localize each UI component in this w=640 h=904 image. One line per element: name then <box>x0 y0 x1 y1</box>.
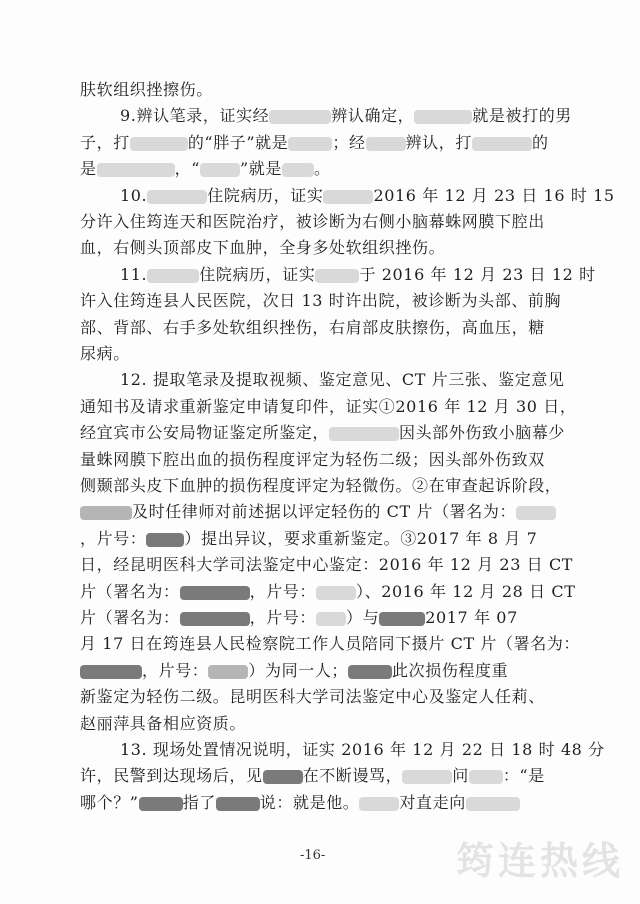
text-line <box>80 476 561 496</box>
redaction-block <box>414 110 472 124</box>
redaction-block <box>469 770 503 784</box>
text-segment: 部、背部、右手多处软组织挫伤，右肩部皮肤擦伤，高血压，糖 <box>80 318 545 337</box>
text-segment: 日，经昆明医科大学司法鉴定中心鉴定：2016 年 12 月 23 日 CT <box>80 555 574 574</box>
text-segment: 9.辨认笔录，证实经 <box>120 106 270 125</box>
text-line <box>120 186 615 206</box>
text-line <box>80 766 545 786</box>
text-segment: ，片号： <box>249 608 317 627</box>
redaction-block <box>263 770 303 784</box>
text-segment: 指了 <box>182 793 216 812</box>
text-segment: 13. 现场处置情况说明，证实 2016 年 12 月 22 日 18 时 48 分 <box>120 740 605 759</box>
page-number: -16- <box>300 848 326 863</box>
redaction-block <box>180 586 250 600</box>
text-segment: 侧颞部头皮下血肿的损伤程度评定为轻微伤。②在审查起诉阶段， <box>80 476 562 495</box>
text-segment: 血，右侧头顶部皮下血肿，全身多处软组织挫伤。 <box>80 238 446 257</box>
redaction-block <box>366 137 406 151</box>
redaction-block <box>288 137 332 151</box>
text-segment: ）为同一人； <box>248 661 349 680</box>
text-segment: 问 <box>452 766 469 785</box>
text-line <box>80 714 246 734</box>
redaction-block <box>315 269 359 283</box>
text-segment: 许入住筠连县人民医院，次日 13 时许出院，被诊断为头部、前胸 <box>80 291 562 310</box>
text-segment: ，片号： <box>249 582 317 601</box>
redaction-block <box>402 770 452 784</box>
text-line <box>80 80 213 100</box>
text-segment: 赵丽萍具备相应资质。 <box>80 714 247 733</box>
text-segment: 住院病历，证实 <box>199 265 316 284</box>
text-segment: ）与 <box>346 608 380 627</box>
text-segment: 量蛛网膜下腔出血的损伤程度评定为轻伤二级；因头部外伤致双 <box>80 450 545 469</box>
text-segment: 住院病历，证实 <box>207 186 324 205</box>
redaction-block <box>139 797 183 811</box>
text-segment: 子，打 <box>80 133 130 152</box>
text-line <box>80 502 556 522</box>
text-line <box>120 265 596 285</box>
redaction-block <box>316 586 356 600</box>
text-segment: 辨认确定， <box>331 106 415 125</box>
text-line <box>80 793 520 813</box>
text-segment: 在不断谩骂， <box>302 766 403 785</box>
redaction-block <box>329 427 399 441</box>
text-segment: ，“ <box>174 159 200 178</box>
redaction-block <box>269 110 331 124</box>
redaction-block <box>379 612 425 626</box>
text-segment: 的 <box>531 133 549 152</box>
text-line <box>80 608 518 628</box>
redaction-block <box>80 506 132 520</box>
text-line <box>80 661 508 681</box>
text-segment: ，片号： <box>142 661 209 680</box>
redaction-block <box>348 665 392 679</box>
redaction-block <box>359 797 399 811</box>
redaction-block <box>323 190 373 204</box>
text-line <box>80 582 575 602</box>
text-segment: ：“是 <box>502 766 545 785</box>
text-segment: 月 17 日在筠连县人民检察院工作人员陪同下摄片 CT 片（署名为： <box>80 634 581 653</box>
text-line <box>80 291 561 311</box>
text-segment: 就是被打的男 <box>472 106 572 125</box>
redaction-block <box>472 137 532 151</box>
text-line <box>80 634 580 654</box>
redaction-block <box>282 163 314 177</box>
text-segment: 2017 年 07 <box>425 608 518 627</box>
redaction-block <box>147 269 199 283</box>
text-line <box>80 687 545 707</box>
text-segment: 及时任律师对前述据以评定轻伤的 CT 片（署名为： <box>132 502 517 521</box>
text-segment: 哪个？” <box>80 793 139 812</box>
text-segment: ）提出异议，要求重新鉴定。③2017 年 8 月 7 <box>184 529 538 548</box>
text-line <box>80 423 565 443</box>
redaction-block <box>130 137 188 151</box>
text-segment: 10. <box>120 186 148 205</box>
text-line <box>80 344 130 364</box>
redaction-block <box>466 797 520 811</box>
text-line <box>80 133 549 153</box>
text-line <box>120 106 572 126</box>
redaction-block <box>200 163 240 177</box>
redaction-block <box>216 797 260 811</box>
text-segment: 说：就是他。 <box>259 793 360 812</box>
redaction-block <box>146 533 184 547</box>
text-segment: ，片号： <box>80 529 147 548</box>
text-segment: 因头部外伤致小脑幕少 <box>399 423 566 442</box>
text-segment: ）、2016 年 12 月 28 日 CT <box>356 582 576 601</box>
text-line <box>80 238 445 258</box>
text-segment: 是 <box>80 159 97 178</box>
text-segment: 分许入住筠连天和医院治疗，被诊断为右侧小脑幕蛛网膜下腔出 <box>80 212 545 231</box>
text-segment: 经宜宾市公安局物证鉴定所鉴定， <box>80 423 330 442</box>
text-segment: ”就是 <box>240 159 282 178</box>
text-segment: 通知书及请求重新鉴定申请复印件，证实①2016 年 12 月 30 日， <box>80 397 577 416</box>
redaction-block <box>316 612 346 626</box>
text-line <box>120 370 565 390</box>
text-segment: 的“胖子”就是 <box>187 133 289 152</box>
text-segment: 辨认，打 <box>405 133 472 152</box>
text-line <box>80 529 537 549</box>
text-line <box>120 740 605 760</box>
text-segment: 尿病。 <box>80 344 130 363</box>
text-segment: ；经 <box>332 133 366 152</box>
text-segment: 11. <box>120 265 148 284</box>
text-segment: 肤软组织挫擦伤。 <box>80 80 213 99</box>
text-segment: 新鉴定为轻伤二级。昆明医科大学司法鉴定中心及鉴定人任莉、 <box>80 687 545 706</box>
text-segment: 2016 年 12 月 23 日 16 时 15 <box>373 186 615 205</box>
text-segment: 片（署名为： <box>80 582 180 601</box>
redaction-block <box>180 612 250 626</box>
text-segment: 此次损伤程度重 <box>392 661 509 680</box>
text-line <box>80 397 576 417</box>
redaction-block <box>516 506 556 520</box>
redaction-block <box>147 190 207 204</box>
text-segment: 对直走向 <box>399 793 466 812</box>
text-line <box>80 450 545 470</box>
text-segment: 12. 提取笔录及提取视频、鉴定意见、CT 片三张、鉴定意见 <box>120 370 565 389</box>
text-line <box>80 318 545 338</box>
redaction-block <box>208 665 248 679</box>
text-segment: 片（署名为： <box>80 608 180 627</box>
watermark: 筠连热线 <box>456 839 625 883</box>
redaction-block <box>80 665 142 679</box>
text-segment: 。 <box>313 159 331 178</box>
redaction-block <box>97 163 175 177</box>
text-line <box>80 212 545 232</box>
text-segment: 于 2016 年 12 月 23 日 12 时 <box>359 265 596 284</box>
text-segment: 许，民警到达现场后，见 <box>80 766 263 785</box>
text-line <box>80 555 573 575</box>
text-line <box>80 159 331 179</box>
